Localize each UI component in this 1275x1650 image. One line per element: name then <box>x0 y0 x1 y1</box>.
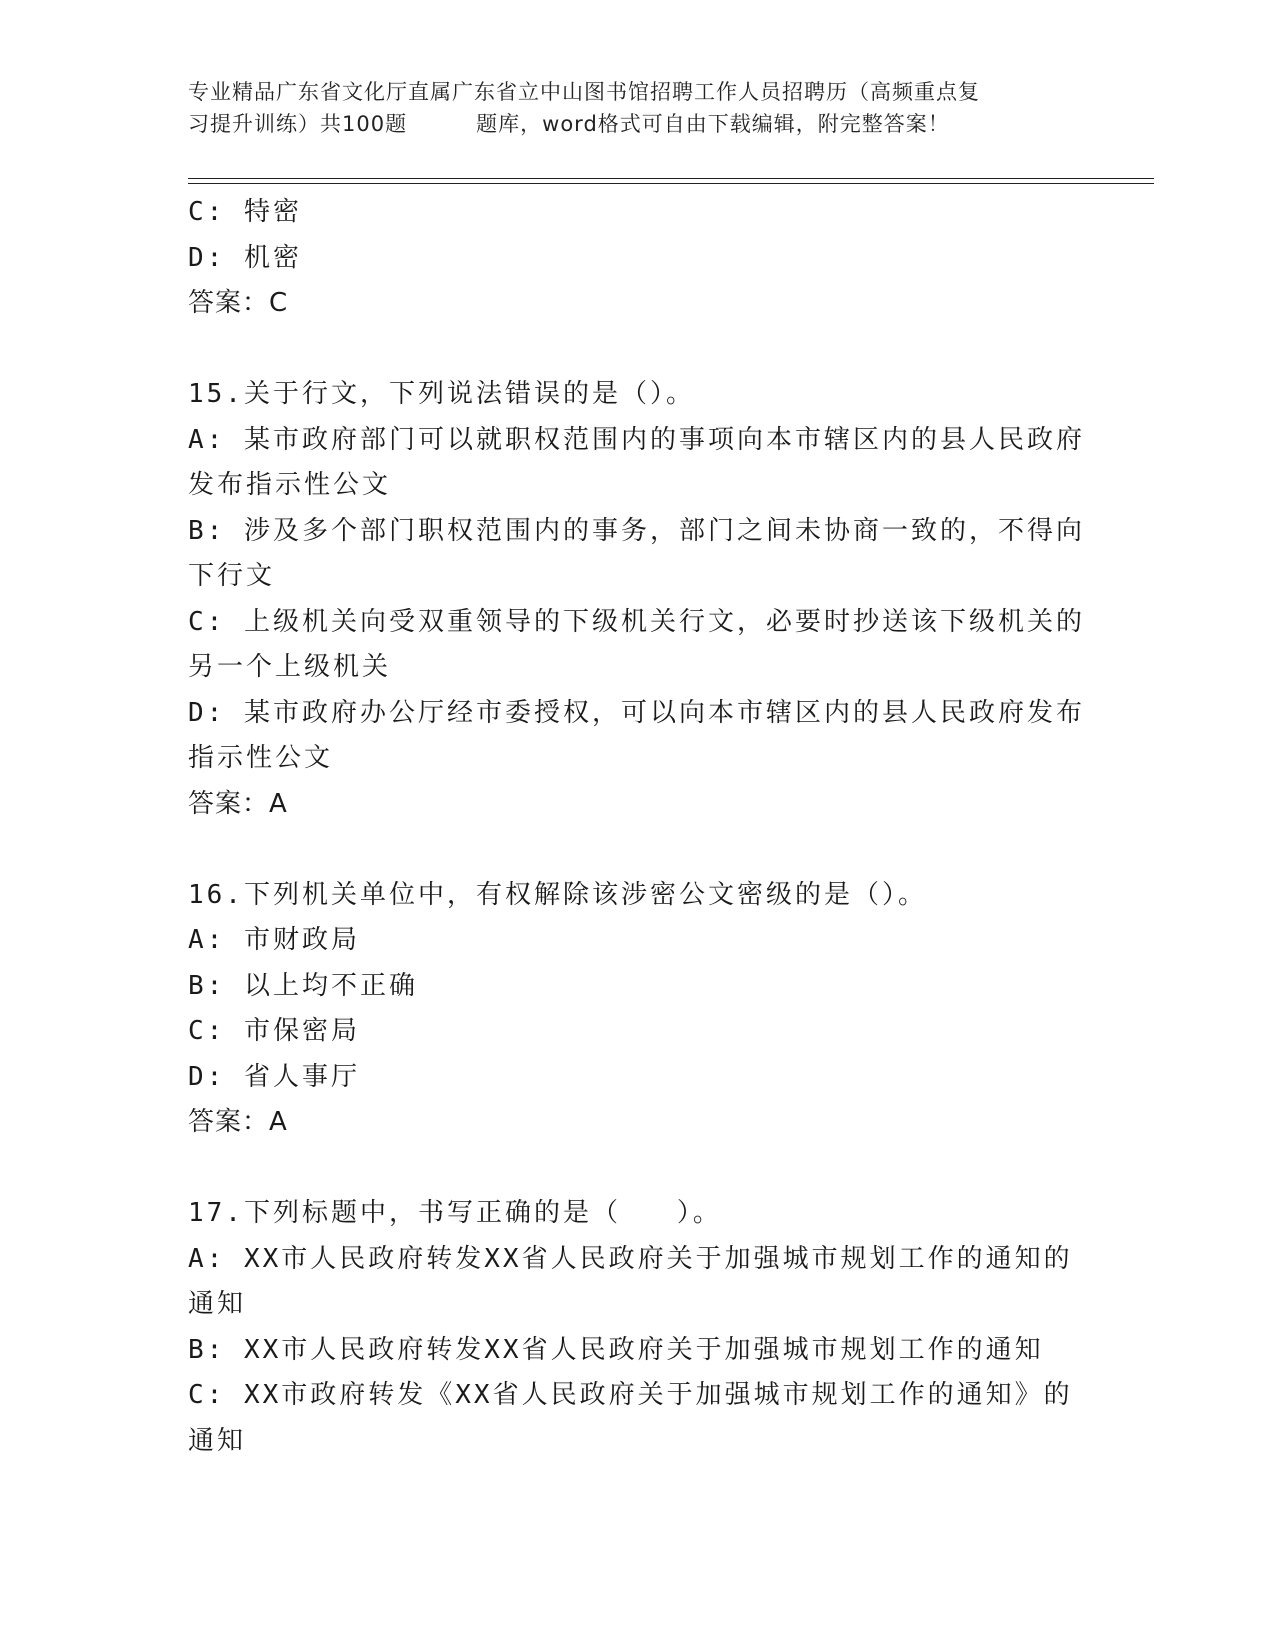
option-d-continued: 指示性公文 <box>188 743 334 773</box>
option-a-continued: 通知 <box>188 1289 247 1319</box>
option-c-continued: 通知 <box>188 1425 247 1456</box>
option-b-continued: 下行文 <box>188 561 276 591</box>
option-a-continued: 发布指示性公文 <box>188 470 392 500</box>
option-b: B: XX市人民政府转发XX省人民政府关于加强城市规划工作的通知 <box>188 1334 1044 1365</box>
question-16 <box>188 873 1068 1146</box>
option-c: C: XX市政府转发《XX省人民政府关于加强城市规划工作的通知》的 <box>188 1380 1073 1410</box>
question-content <box>188 190 1085 1464</box>
spacer <box>188 827 1068 873</box>
answer-line: 答案：A <box>188 788 288 819</box>
option-c: C: 特密 <box>188 197 302 227</box>
option-c-continued: 另一个上级机关 <box>188 652 392 682</box>
option-a: A: XX市人民政府转发XX省人民政府关于加强城市规划工作的通知的 <box>188 1243 1073 1274</box>
header-line-1: 专业精品广东省文化厅直属广东省立中山图书馆招聘工作人员招聘历（高频重点复 <box>188 80 980 104</box>
option-b: B: 涉及多个部门职权范围内的事务，部门之间未协商一致的，不得向 <box>188 515 1085 546</box>
question-stem: 17.下列标题中，书写正确的是（ ）。 <box>188 1198 722 1228</box>
answer-line: 答案：A <box>188 1107 288 1137</box>
spacer <box>188 327 1068 373</box>
option-d: D: 某市政府办公厅经市委授权，可以向本市辖区内的县人民政府发布 <box>188 697 1085 728</box>
option-a: A: 某市政府部门可以就职权范围内的事项向本市辖区内的县人民政府 <box>188 424 1085 455</box>
header-rule-top <box>188 178 1154 179</box>
question-stem: 16.下列机关单位中，有权解除该涉密公文密级的是（）。 <box>188 879 927 910</box>
question-17 <box>188 1191 1073 1464</box>
answer-line: 答案：C <box>188 288 289 318</box>
question-stem: 15.关于行文，下列说法错误的是（）。 <box>188 379 695 409</box>
page-header <box>188 76 1088 140</box>
option-a: A: 市财政局 <box>188 925 360 955</box>
question-15 <box>188 372 1085 827</box>
option-c: C: 市保密局 <box>188 1016 360 1046</box>
spacer <box>188 1146 1068 1192</box>
option-d: D: 机密 <box>188 242 302 273</box>
header-line-2: 习提升训练）共100题 题库，word格式可自由下载编辑，附完整答案！ <box>188 112 950 136</box>
question-14-tail <box>188 190 1068 327</box>
option-c: C: 上级机关向受双重领导的下级机关行文，必要时抄送该下级机关的 <box>188 606 1085 637</box>
header-rule-bottom <box>188 183 1154 184</box>
option-d: D: 省人事厅 <box>188 1061 360 1092</box>
option-b: B: 以上均不正确 <box>188 970 418 1001</box>
